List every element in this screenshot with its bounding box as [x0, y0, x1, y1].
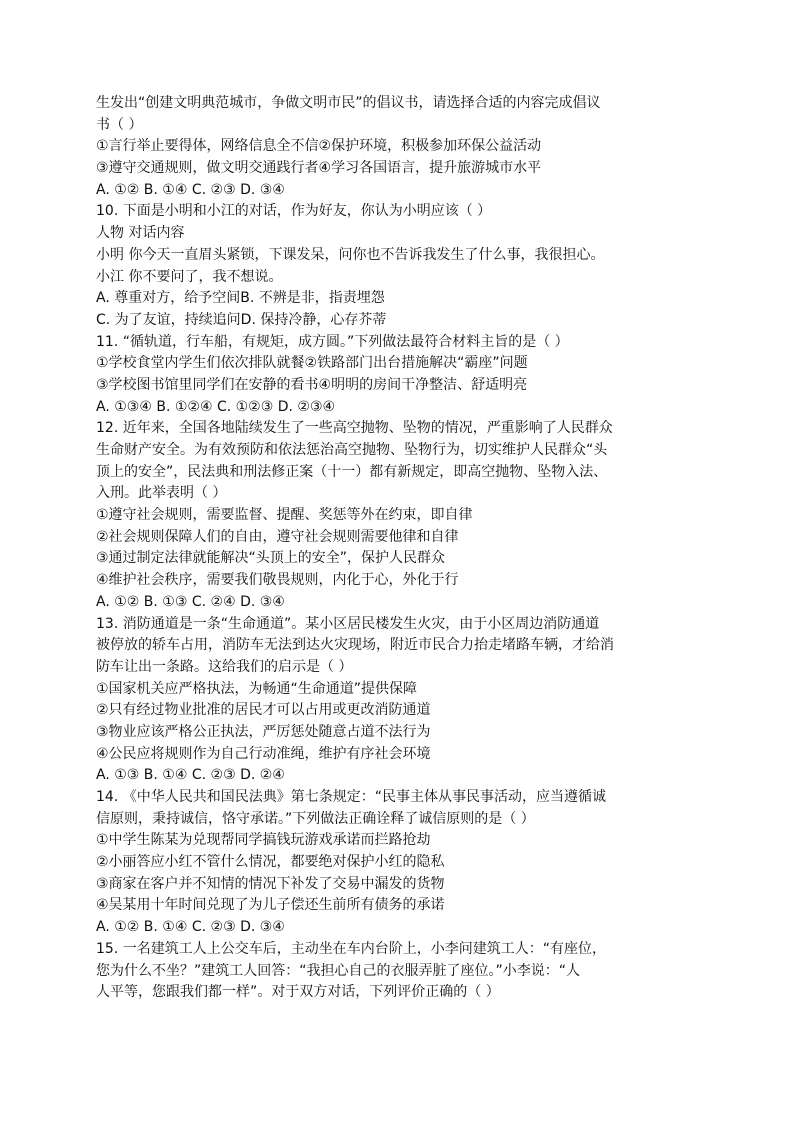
- text-line: 防车让出一条路。这给我们的启示是（ ）: [96, 658, 353, 675]
- option-line: ③商家在客户并不知情的情况下补发了交易中漏发的货物: [96, 875, 445, 892]
- text-line: 您为什么不坐？”建筑工人回答：“我担心自己的衣服弄脏了座位。”小李说：“人: [96, 962, 581, 979]
- option-line: ①学校食堂内学生们依次排队就餐②铁路部门出台措施解决“霸座”问题: [96, 355, 528, 372]
- text-line: 书（ ）: [96, 116, 143, 133]
- option-line: ①言行举止要得体，网络信息全不信②保护环境，积极参加环保公益活动: [96, 138, 542, 155]
- option-line: ③学校图书馆里同学们在安静的看书④明明的房间干净整洁、舒适明亮: [96, 376, 528, 393]
- text-line: 入刑。此举表明（ ）: [96, 485, 227, 502]
- option-line: ②小丽答应小红不管什么情况，都要绝对保护小红的隐私: [96, 854, 445, 871]
- question-13: 13. 消防通道是一条“生命通道”。某小区居民楼发生火灾，由于小区周边消防通道: [96, 615, 600, 632]
- document-body: [96, 93, 656, 1004]
- answer-choices: A. ①③ B. ①④ C. ②③ D. ②④: [96, 767, 285, 784]
- question-15: 15. 一名建筑工人上公交车后，主动坐在车内台阶上，小李问建筑工人：“有座位，: [96, 940, 606, 957]
- text-line: 被停放的轿车占用，消防车无法到达火灾现场，附近市民合力抬走堵路车辆，才给消: [96, 637, 614, 654]
- table-header: 人物 对话内容: [96, 225, 185, 242]
- option-line: ④维护社会秩序，需要我们敬畏规则，内化于心，外化于行: [96, 572, 459, 589]
- text-line: 顶上的安全”，民法典和刑法修正案（十一）都有新规定，即高空抛物、坠物入法、: [96, 463, 608, 480]
- question-14: 14. 《中华人民共和国民法典》第七条规定：“民事主体从事民事活动，应当遵循诚: [96, 789, 606, 805]
- option-line: ②只有经过物业批准的居民才可以占用或更改消防通道: [96, 702, 431, 719]
- answer-choices: A. ①② B. ①④ C. ②③ D. ③④: [96, 181, 285, 198]
- answer-choices: A. 尊重对方，给予空间B. 不辨是非，指责埋怨: [96, 290, 385, 307]
- option-line: ②社会规则保障人们的自由，遵守社会规则需要他律和自律: [96, 528, 459, 545]
- option-line: ③通过制定法律就能解决“头顶上的安全”，保护人民群众: [96, 550, 446, 567]
- text-line: 生发出“创建文明典范城市，争做文明市民”的倡议书，请选择合适的内容完成倡议: [96, 95, 601, 111]
- answer-choices: C. 为了友谊，持续追问D. 保持冷静，心存芥蒂: [96, 311, 387, 328]
- text-line: 人平等，您跟我们都一样”。对于双方对话，下列评价正确的（ ）: [96, 984, 500, 1001]
- answer-choices: A. ①② B. ①④ C. ②③ D. ③④: [96, 919, 285, 936]
- question-10: 10. 下面是小明和小江的对话，作为好友，你认为小明应该（ ）: [96, 203, 492, 220]
- option-line: ③遵守交通规则，做文明交通践行者④学习各国语言，提升旅游城市水平: [96, 160, 542, 177]
- option-line: ①遵守社会规则，需要监督、提醒、奖惩等外在约束，即自律: [96, 507, 473, 524]
- dialogue-row: 小明 你今天一直眉头紧锁，下课发呆，问你也不告诉我发生了什么事，我很担心。: [96, 246, 605, 263]
- question-12: 12. 近年来，全国各地陆续发生了一些高空抛物、坠物的情况，严重影响了人民群众: [96, 420, 613, 437]
- answer-choices: A. ①② B. ①③ C. ②④ D. ③④: [96, 593, 285, 610]
- text-line: 生命财产安全。为有效预防和依法惩治高空抛物、坠物行为，切实维护人民群众“头: [96, 442, 608, 458]
- text-line: 信原则，秉持诚信，恪守承诺。”下列做法正确诠释了诚信原则的是（ ）: [96, 810, 535, 827]
- option-line: ①中学生陈某为兑现帮同学搞钱玩游戏承诺而拦路抢劫: [96, 832, 431, 849]
- dialogue-row: 小江 你不要问了，我不想说。: [96, 268, 283, 285]
- answer-choices: A. ①③④ B. ①②④ C. ①②③ D. ②③④: [96, 398, 336, 415]
- question-11: 11. “循轨道，行车船，有规矩，成方圆。”下列做法最符合材料主旨的是（ ）: [96, 333, 569, 350]
- option-line: ④公民应将规则作为自己行动准绳，维护有序社会环境: [96, 745, 431, 762]
- option-line: ①国家机关应严格执法，为畅通“生命通道”提供保障: [96, 680, 418, 697]
- option-line: ④吴某用十年时间兑现了为儿子偿还生前所有债务的承诺: [96, 897, 445, 914]
- option-line: ③物业应该严格公正执法，严厉惩处随意占道不法行为: [96, 723, 431, 740]
